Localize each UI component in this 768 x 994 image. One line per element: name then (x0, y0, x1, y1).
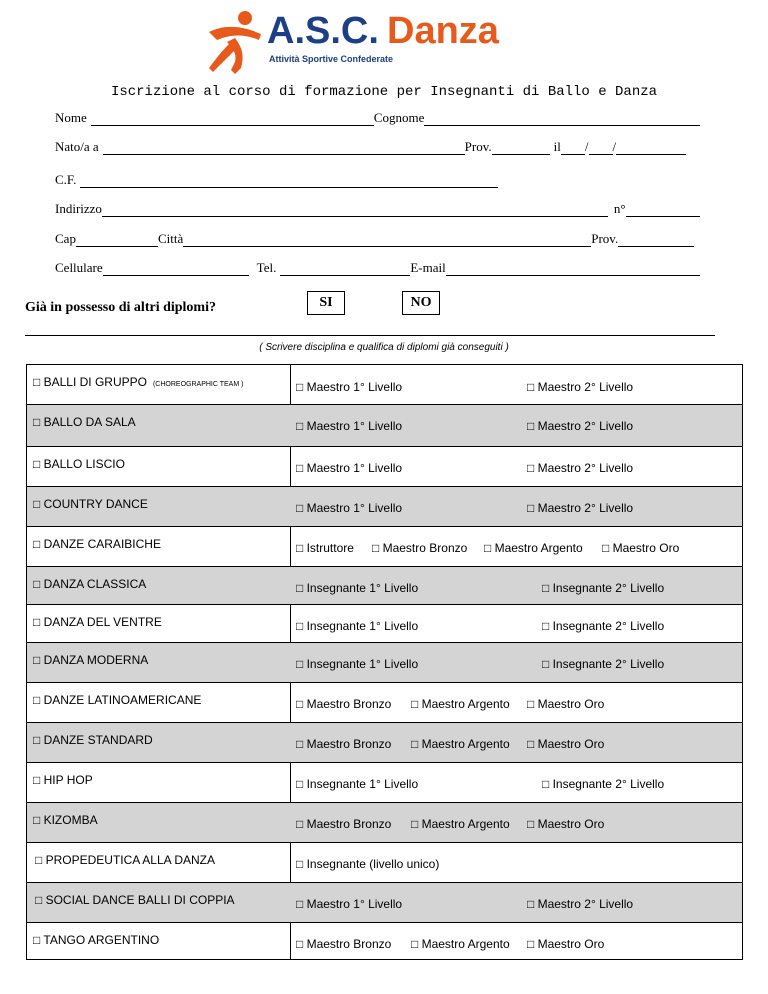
checkbox-icon[interactable]: □ (33, 415, 44, 429)
discipline-name: BALLO DA SALA (43, 415, 136, 429)
qualifica-option[interactable]: □ Insegnante 1° Livello (296, 657, 419, 671)
qualifica-option[interactable]: □ Maestro Argento (411, 937, 510, 951)
qualifica-option[interactable]: □ Maestro Oro (527, 697, 605, 711)
qualifica-option[interactable]: □ Maestro 1° Livello (296, 380, 403, 394)
discipline-name: HIP HOP (43, 773, 93, 787)
table-row (27, 883, 742, 923)
discipline-name: DANZE CARAIBICHE (43, 537, 161, 551)
discipline-name: DANZA CLASSICA (43, 577, 147, 591)
citta-field[interactable] (183, 233, 591, 247)
no-option[interactable]: NO (402, 291, 440, 315)
label-indirizzo: Indirizzo (55, 201, 102, 216)
checkbox-icon[interactable]: □ (33, 537, 44, 551)
discipline-checkbox[interactable] (35, 853, 215, 867)
checkbox-icon[interactable]: □ (33, 813, 44, 827)
row-nome-cognome (55, 108, 700, 126)
qualifica-option[interactable]: □ Maestro 2° Livello (527, 897, 634, 911)
qualifica-option[interactable]: □ Maestro 2° Livello (527, 380, 634, 394)
row-nascita (55, 137, 686, 155)
qualifica-option[interactable]: □ Maestro 1° Livello (296, 461, 403, 475)
tel-field[interactable] (280, 262, 410, 276)
qualifica-option[interactable]: □ Insegnante 2° Livello (542, 619, 665, 633)
form-title: Iscrizione al corso di formazione per Insegnanti di Ballo e Danza (110, 84, 658, 100)
table-row (27, 527, 742, 567)
checkbox-icon[interactable]: □ (33, 733, 44, 747)
discipline-checkbox[interactable] (35, 893, 235, 907)
discipline-checkbox[interactable] (33, 415, 136, 429)
discipline-name: DANZA DEL VENTRE (43, 615, 162, 629)
discipline-name: COUNTRY DANCE (43, 497, 148, 511)
checkbox-icon[interactable]: □ (33, 933, 44, 947)
row-cap-citta (55, 229, 694, 247)
date-sep-2: / (612, 139, 617, 154)
qualifica-option[interactable]: □ Insegnante 1° Livello (296, 619, 419, 633)
qualifica-option[interactable]: □ Maestro Oro (602, 541, 680, 555)
qualifica-option[interactable]: □ Insegnante (livello unico) (296, 857, 440, 871)
table-row (27, 487, 742, 527)
discipline-checkbox[interactable] (33, 497, 148, 511)
label-numero: n° (613, 201, 626, 216)
qualifica-option[interactable]: □ Maestro 1° Livello (296, 501, 403, 515)
discipline-name: KIZOMBA (43, 813, 98, 827)
email-field[interactable] (446, 262, 700, 276)
luogo-nascita-field[interactable] (103, 141, 465, 155)
qualifica-option[interactable]: □ Maestro Argento (484, 541, 583, 555)
qualifica-option[interactable]: □ Insegnante 1° Livello (296, 581, 419, 595)
qualifica-option[interactable]: □ Maestro 1° Livello (296, 897, 403, 911)
qualifica-option[interactable]: □ Insegnante 2° Livello (542, 581, 665, 595)
discipline-checkbox[interactable] (33, 813, 98, 827)
qualifica-option[interactable]: □ Maestro Bronzo (296, 817, 392, 831)
discipline-checkbox[interactable] (33, 933, 159, 947)
discipline-checkbox[interactable] (33, 653, 148, 667)
qualifica-option[interactable]: □ Maestro Oro (527, 817, 605, 831)
table-row (27, 723, 742, 763)
qualifica-option[interactable]: □ Maestro Bronzo (296, 737, 392, 751)
logo-asc-text: A.S.C. (267, 10, 379, 52)
label-il: il (553, 139, 561, 154)
checkbox-icon[interactable]: □ (33, 653, 44, 667)
nome-field[interactable] (91, 112, 374, 126)
qualifica-option[interactable]: □ Maestro Bronzo (296, 937, 392, 951)
label-cap: Cap (55, 231, 76, 246)
discipline-name: DANZA MODERNA (43, 653, 149, 667)
checkbox-icon[interactable]: □ (35, 853, 46, 867)
label-nato-a: Nato/a a (55, 139, 99, 154)
discipline-checkbox[interactable] (33, 733, 153, 747)
discipline-checkbox[interactable] (33, 615, 162, 629)
discipline-name: DANZE STANDARD (43, 733, 153, 747)
discipline-checkbox[interactable] (33, 577, 146, 591)
table-row (27, 843, 742, 883)
cf-field[interactable] (80, 174, 498, 188)
qualifica-option[interactable]: □ Insegnante 2° Livello (542, 657, 665, 671)
prov-nascita-field[interactable] (492, 141, 550, 155)
diplomi-line[interactable] (25, 335, 715, 336)
discipline-name: BALLO LISCIO (43, 457, 125, 471)
diplomi-question: Già in possesso di altri diplomi? (25, 300, 216, 315)
discipline-checkbox[interactable] (33, 457, 125, 471)
qualifica-option[interactable]: □ Maestro Argento (411, 817, 510, 831)
label-prov-nascita: Prov. (464, 139, 492, 154)
discipline-checkbox[interactable] (33, 773, 93, 787)
logo-danza-text: Danza (387, 10, 499, 52)
numero-field[interactable] (626, 203, 700, 217)
row-indirizzo (55, 199, 700, 217)
discipline-name: SOCIAL DANCE BALLI DI COPPIA (45, 893, 235, 907)
label-cellulare: Cellulare (55, 260, 103, 275)
discipline-name: DANZE LATINOAMERICANE (43, 693, 202, 707)
discipline-name: BALLI DI GRUPPO (43, 375, 147, 389)
table-row (27, 763, 742, 803)
discipline-name: TANGO ARGENTINO (43, 933, 160, 947)
qualifica-option[interactable]: □ Insegnante 1° Livello (296, 777, 419, 791)
checkbox-icon[interactable]: □ (33, 497, 44, 511)
row-cf (55, 170, 498, 188)
discipline-name: PROPEDEUTICA ALLA DANZA (45, 853, 215, 867)
logo-subtitle: Attività Sportive Confederate (269, 54, 394, 64)
asc-danza-logo (205, 8, 535, 76)
label-nome: Nome (55, 110, 87, 125)
qualifica-option[interactable]: □ Insegnante 2° Livello (542, 777, 665, 791)
disciplines-table (26, 364, 743, 960)
table-row (27, 365, 742, 405)
table-row (27, 683, 742, 723)
discipline-checkbox[interactable] (33, 693, 201, 707)
row-contatti (55, 258, 700, 276)
giorno-field[interactable] (561, 141, 585, 155)
checkbox-icon[interactable]: □ (33, 615, 44, 629)
qualifica-option[interactable]: □ Maestro Argento (411, 737, 510, 751)
discipline-checkbox[interactable] (33, 537, 161, 551)
label-cognome: Cognome (373, 110, 425, 125)
checkbox-icon[interactable]: □ (33, 773, 44, 787)
checkbox-icon[interactable]: □ (33, 457, 44, 471)
cellulare-field[interactable] (103, 262, 249, 276)
table-row (27, 803, 742, 843)
checkbox-icon[interactable]: □ (35, 893, 46, 907)
table-row (27, 405, 742, 447)
qualifica-option[interactable]: □ Maestro Bronzo (372, 541, 468, 555)
qualifica-option[interactable]: □ Maestro 1° Livello (296, 419, 403, 433)
discipline-note: (CHOREOGRAPHIC TEAM ) (152, 381, 244, 388)
qualifica-option[interactable]: □ Maestro 2° Livello (527, 419, 634, 433)
qualifica-option[interactable]: □ Maestro Argento (411, 697, 510, 711)
table-row (27, 605, 742, 643)
mese-field[interactable] (589, 141, 613, 155)
qualifica-option[interactable]: □ Istruttore (296, 541, 354, 555)
qualifica-option[interactable]: □ Maestro Oro (527, 737, 605, 751)
indirizzo-field[interactable] (102, 203, 608, 217)
date-sep-1: / (584, 139, 589, 154)
table-row (27, 923, 742, 959)
discipline-checkbox[interactable] (33, 375, 243, 389)
checkbox-icon[interactable]: □ (33, 375, 44, 389)
checkbox-icon[interactable]: □ (33, 577, 44, 591)
qualifica-option[interactable]: □ Maestro 2° Livello (527, 501, 634, 515)
checkbox-icon[interactable]: □ (33, 693, 44, 707)
table-row (27, 567, 742, 605)
dancer-logo-icon (205, 8, 271, 76)
anno-field[interactable] (616, 141, 686, 155)
label-email: E-mail (410, 260, 446, 275)
qualifica-option[interactable]: □ Maestro Bronzo (296, 697, 392, 711)
diplomi-note: ( Scrivere disciplina e qualifica di diplomi già conseguiti ) (259, 342, 509, 353)
qualifica-option[interactable]: □ Maestro Oro (527, 937, 605, 951)
table-row (27, 447, 742, 487)
si-option[interactable]: SI (307, 291, 345, 315)
table-row (27, 643, 742, 683)
label-tel: Tel. (256, 260, 277, 275)
prov-field[interactable] (618, 233, 694, 247)
cognome-field[interactable] (424, 112, 700, 126)
cap-field[interactable] (76, 233, 158, 247)
label-citta: Città (157, 231, 184, 246)
label-cf: C.F. (55, 172, 77, 187)
qualifica-option[interactable]: □ Maestro 2° Livello (527, 461, 634, 475)
label-prov: Prov. (591, 231, 619, 246)
